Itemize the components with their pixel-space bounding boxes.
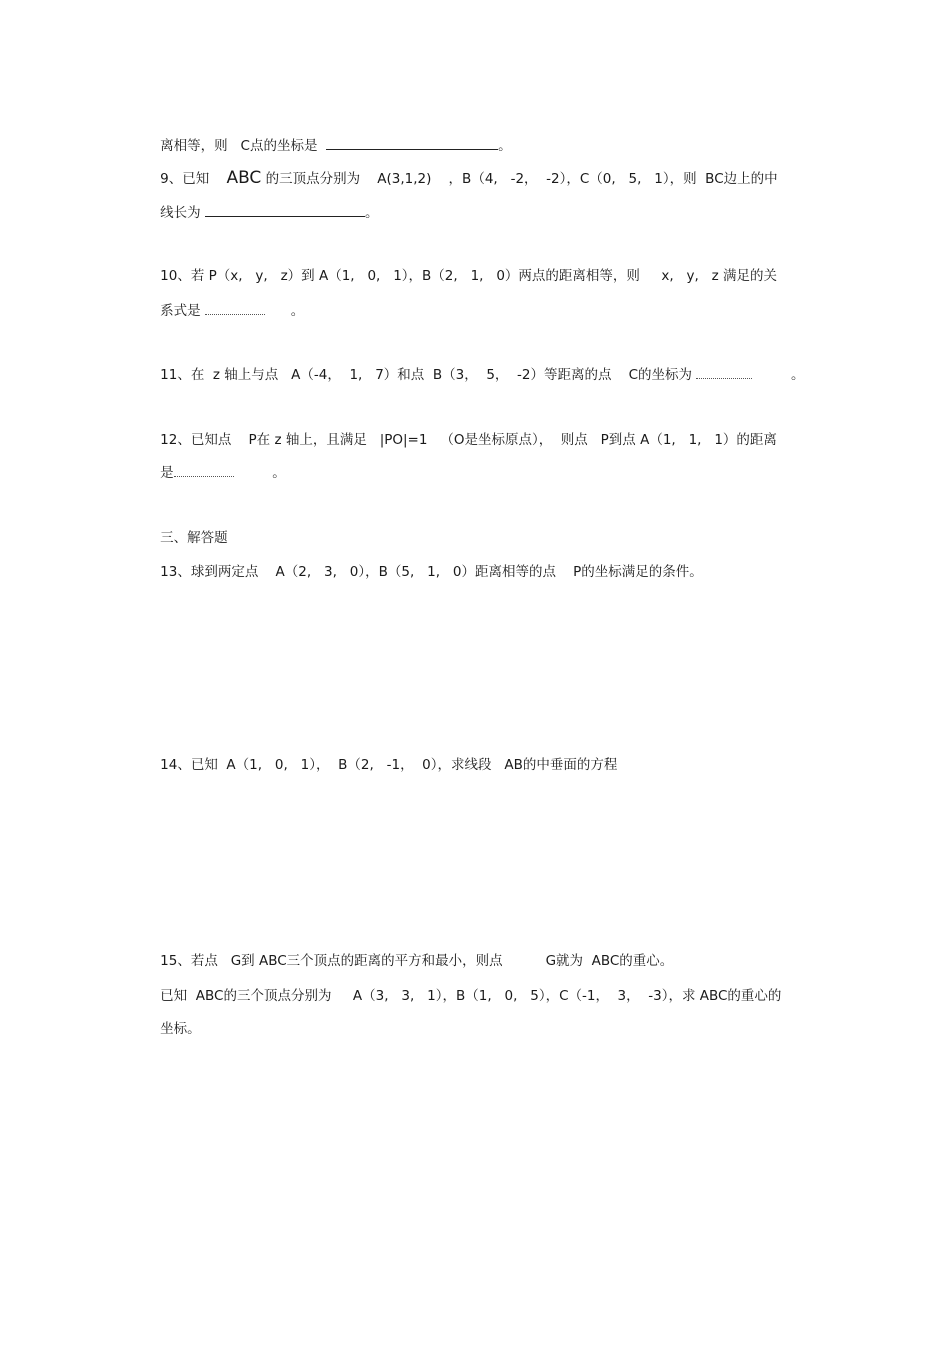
q10-text: 10、若 P（x, y, z）到 A（1, 0, 1），B（2, 1, 0）两点的距离相等，则 x, y, z 满足的关 bbox=[160, 268, 778, 284]
q9-text-c: 线长为 bbox=[160, 205, 205, 221]
q11-answer-blank[interactable] bbox=[696, 368, 752, 379]
q13 bbox=[143, 545, 703, 599]
q14-text: 14、已知 A（1, 0, 1）， B（2, -1， 0），求线段 AB的中垂面的方程 bbox=[160, 757, 618, 773]
q13-text: 13、球到两定点 A（2, 3, 0），B（5, 1, 0）距离相等的点 P的坐标满足的条件。 bbox=[160, 564, 703, 580]
q12-answer-blank[interactable] bbox=[174, 466, 234, 477]
q8-period: 。 bbox=[498, 138, 512, 154]
q14 bbox=[143, 738, 617, 792]
q10-line2 bbox=[143, 284, 304, 338]
q12-text: 12、已知点 P在 z 轴上，且满足 |PO|=1 （O是坐标原点）， 则点 P到点 A（1, 1, 1）的距离 bbox=[160, 432, 777, 448]
q9-line2 bbox=[143, 186, 378, 240]
q9-text-a: 9、已知 bbox=[160, 171, 227, 187]
q10-text-b: 系式是 bbox=[160, 303, 205, 319]
q15-text-3: 坐标。 bbox=[160, 1021, 201, 1037]
q9-answer-blank[interactable] bbox=[205, 204, 365, 217]
q15-line3 bbox=[143, 1002, 201, 1056]
q10-answer-blank[interactable] bbox=[205, 304, 265, 315]
q9-period: 。 bbox=[364, 205, 379, 221]
q12-text-b: 是 bbox=[160, 465, 174, 481]
q15-text-1: 15、若点 G到 ABC三个顶点的距离的平方和最小，则点 G就为 ABC的重心。 bbox=[160, 953, 674, 969]
q11-period: 。 bbox=[752, 367, 805, 383]
q10-period: 。 bbox=[264, 303, 305, 319]
q11-text: 11、在 z 轴上与点 A（-4， 1, 7）和点 B（3， 5， -2）等距离的点 C的坐标为 bbox=[160, 367, 697, 383]
section-title: 三、解答题 bbox=[160, 530, 228, 546]
q8-answer-blank[interactable] bbox=[326, 137, 498, 150]
q8-text: 离相等，则 C点的坐标是 bbox=[160, 138, 327, 154]
q15-text-2: 已知 ABC的三个顶点分别为 A（3, 3, 1），B（1, 0, 5），C（-1， 3， -3），求 ABC的重心的 bbox=[160, 988, 782, 1004]
q9-abc: ABC bbox=[226, 168, 262, 188]
q11-line1 bbox=[143, 348, 804, 402]
q12-line2 bbox=[143, 446, 286, 500]
q12-period: 。 bbox=[233, 465, 286, 481]
q15-line2 bbox=[143, 969, 781, 1023]
q9-text-b: 的三顶点分别为 A(3,1,2) ，B（4, -2， -2），C（0, 5, 1），则 BC边上的中 bbox=[261, 171, 778, 187]
